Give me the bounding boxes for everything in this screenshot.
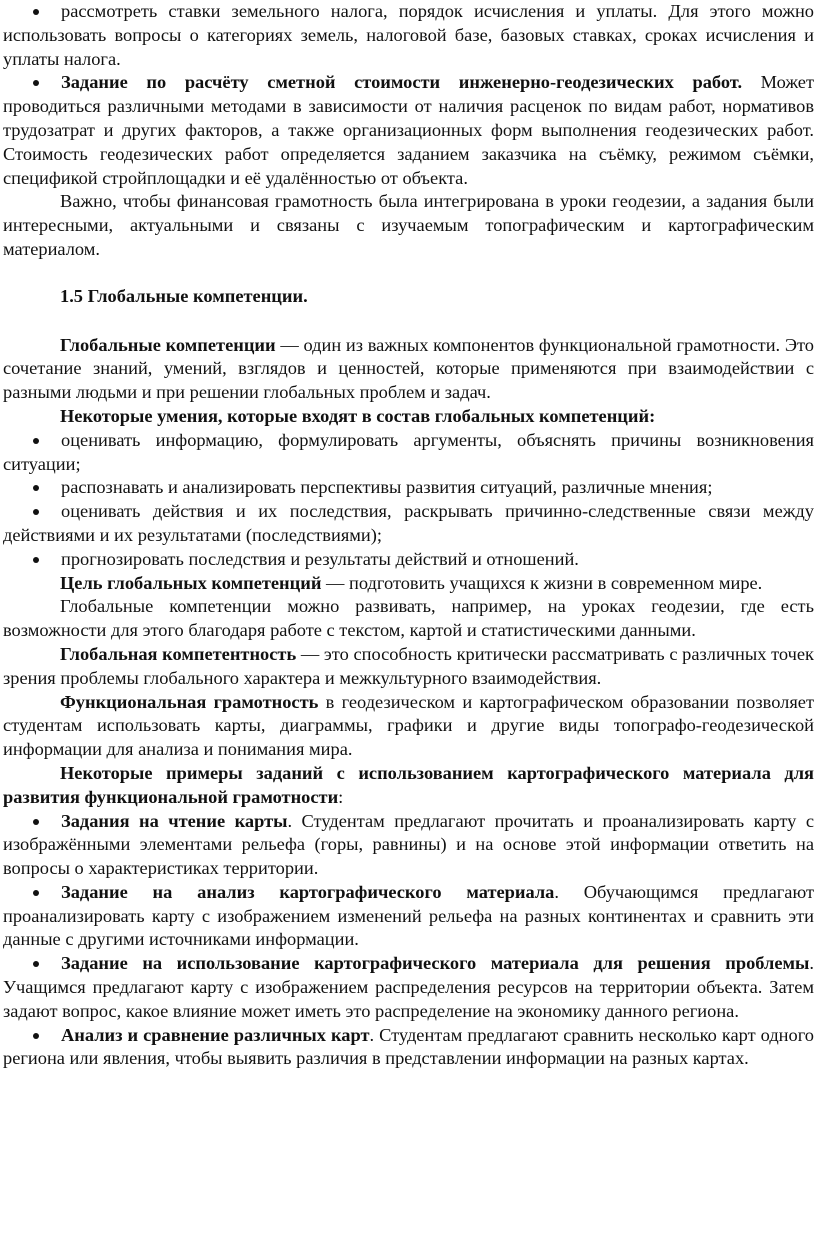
term-global-competencies: Глобальные компетенции xyxy=(60,334,276,355)
paragraph-develop: Глобальные компетенции можно развивать, например, на уроках геодезии, где есть возможности для этого благодаря работе с текстом, картой и статистическими данными. xyxy=(3,596,814,641)
example-item xyxy=(3,810,814,881)
skill-item xyxy=(3,429,814,477)
example-text: . Студентам предлагают прочитать и проанализировать карту с изображёнными элементами рельефа (горы, равнины) и на основе этой информации ответить на вопросы о характеристиках территории. xyxy=(3,810,814,879)
example-item xyxy=(3,1024,814,1072)
skill-item xyxy=(3,500,814,548)
bullet-dot-icon xyxy=(33,1033,39,1039)
skill-text: оценивать действия и их последствия, раскрывать причинно-следственные связи между действиями и их результатами (последствиями); xyxy=(3,501,814,545)
example-title: Задание на анализ картографического материала xyxy=(61,881,555,902)
bullet-dot-icon xyxy=(33,819,39,825)
examples-heading-colon: : xyxy=(338,786,344,807)
skill-text: оценивать информацию, формулировать аргументы, объяснять причины возникновения ситуации; xyxy=(3,429,814,474)
example-text: . Студентам предлагают сравнить несколько карт одного региона или явления, чтобы выявить различия в представлении информации на разных картах. xyxy=(3,1024,814,1069)
paragraph-important: Важно, чтобы финансовая грамотность была интегрирована в уроки геодезии, а задания были интересными, актуальными и связаны с изучаемым топографическим и картографическим материалом. xyxy=(3,191,814,259)
bullet-bold-lead: Задание по расчёту сметной стоимости инженерно-геодезических работ. xyxy=(61,72,743,93)
skill-item xyxy=(3,548,814,572)
competence-text: — это способность критически рассматривать с различных точек зрения проблемы глобального характера и межкультурного взаимодействия. xyxy=(3,643,814,688)
examples-heading xyxy=(3,762,814,810)
bullet-dot-icon xyxy=(33,9,39,15)
bullet-dot-icon xyxy=(33,438,39,444)
skills-heading: Некоторые умения, которые входят в состав глобальных компетенций: xyxy=(60,405,656,426)
examples-heading-bold: Некоторые примеры заданий с использованием картографического материала для развития функциональной грамотности xyxy=(3,762,814,807)
paragraph-functional-literacy xyxy=(3,691,814,762)
term-global-competence: Глобальная компетентность xyxy=(60,643,297,664)
example-text: . Учащимся предлагают карту с изображением распределения ресурсов на территории объекта. Затем задают вопрос, какое влияние может иметь это распределение на экономику данного региона. xyxy=(3,953,814,1021)
term-goal: Цель глобальных компетенций xyxy=(60,572,322,593)
example-text: . Обучающимся предлагают проанализировать карту с изображением изменений рельефа на разных континентах и сравнить эти данные с другими источниками информации. xyxy=(3,881,814,950)
skill-item xyxy=(3,476,814,500)
example-item xyxy=(3,952,814,1023)
bullet-dot-icon xyxy=(33,890,39,896)
skill-text: распознавать и анализировать перспективы развития ситуаций, различные мнения; xyxy=(61,477,713,498)
bullet-dot-icon xyxy=(33,485,39,491)
functional-text: в геодезическом и картографическом образовании позволяет студентам использовать карты, диаграммы, графики и другие виды топографо-геодезической информации для анализа и понимания мира. xyxy=(3,691,814,760)
example-title: Задания на чтение карты xyxy=(61,810,288,831)
skill-text: прогнозировать последствия и результаты действий и отношений. xyxy=(61,548,579,569)
goal-text: — подготовить учащихся к жизни в современном мире. xyxy=(321,572,763,593)
definition-text: — один из важных компонентов функциональной грамотности. Это сочетание знаний, умений, взглядов и ценностей, которые применяются при взаимодействии с разными людьми и при решении глобальных проблем и задач. xyxy=(3,334,814,403)
term-functional-literacy: Функциональная грамотность xyxy=(60,691,319,712)
bullet-land-tax xyxy=(3,0,814,71)
bullet-dot-icon xyxy=(33,557,39,563)
bullet-text: Может проводиться различными методами в зависимости от наличия расценок по видам работ, нормативов трудозатрат и других факторов, а также организационных форм выполнения геодезических работ. Стоимость геодезических работ определяется заданием заказчика на съёмку, режимом съёмки, спецификой стройплощадки и её удалённостью от объекта. xyxy=(3,72,814,188)
bullet-estimate-task xyxy=(3,71,814,190)
section-heading: 1.5 Глобальные компетенции. xyxy=(60,285,308,306)
paragraph-goal xyxy=(3,572,814,596)
example-item xyxy=(3,881,814,952)
example-title: Анализ и сравнение различных карт xyxy=(61,1024,370,1045)
bullet-text: рассмотреть ставки земельного налога, порядок исчисления и уплаты. Для этого можно использовать вопросы о категориях земель, налоговой базе, базовых ставках, сроках исчисления и уплаты налога. xyxy=(3,1,814,69)
paragraph-competence xyxy=(3,643,814,691)
bullet-dot-icon xyxy=(33,961,39,967)
bullet-dot-icon xyxy=(33,80,39,86)
bullet-dot-icon xyxy=(33,509,39,515)
paragraph-global-definition xyxy=(3,334,814,405)
example-title: Задание на использование картографического материала для решения проблемы xyxy=(61,953,810,974)
